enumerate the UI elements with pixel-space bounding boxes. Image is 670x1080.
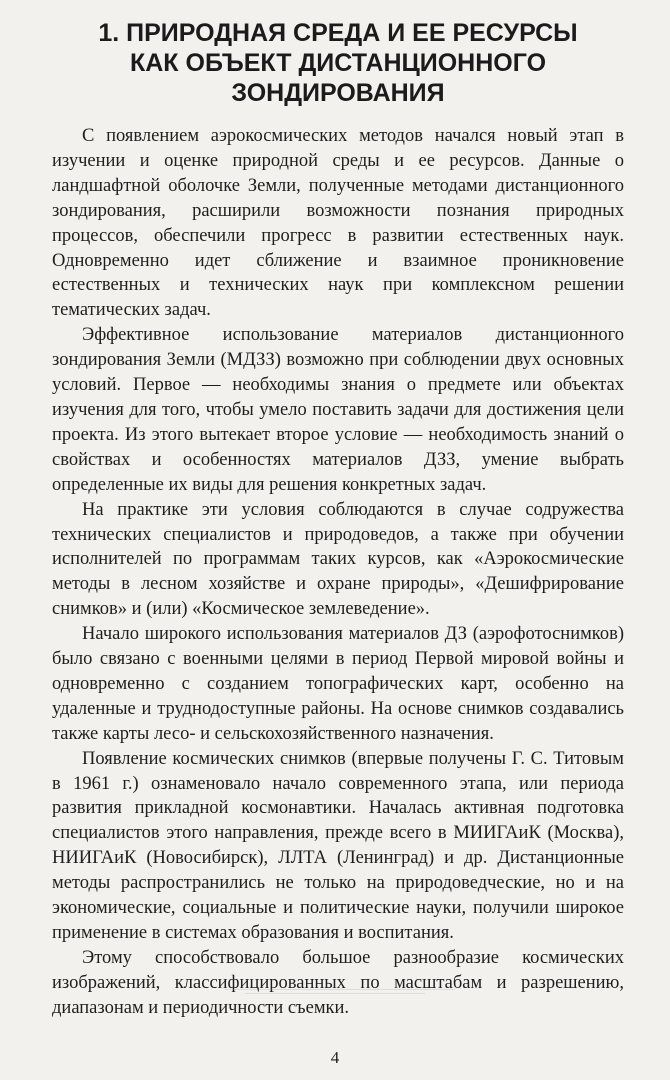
paragraph: Эффективное использование материалов дистанционного зондирования Земли (МДЗЗ) возможно при соблюдении двух основных условий. Первое — необходимы знания о предмете или объектах изучения для того, чтобы умело поставить задачи для достижения цели проекта. Из этого вытекает второе условие — необходимость знаний о свойствах и особенностях материалов ДЗЗ, умение выбрать определенные их виды для решения конкретных задач.	[52, 325, 624, 495]
chapter-title-line: КАК ОБЪЕКТ ДИСТАНЦИОННОГО	[129, 49, 547, 77]
paragraph: С появлением аэрокосмических методов начался новый этап в изучении и оценке природной среды и ее ресурсов. Данные о ландшафтной оболочке Земли, полученные методами дистанционного зондирования, расширили возможности познания природных процессов, обеспечили прогресс в развитии естественных наук. Одновременно идет сближение и взаимное проникновение естественных и технических наук при комплексном решении тематических задач.	[52, 126, 624, 321]
body-text	[52, 124, 624, 1021]
paragraph: Этому способствовало большое разнообразие космических изображений, классифицированных по масштабам и разрешению, диапазонам и периодичности съемки.	[52, 947, 624, 1018]
chapter-title	[52, 18, 624, 108]
paragraph: Начало широкого использования материалов ДЗ (аэрофотоснимков) было связано с военными целями в период Первой мировой войны и одновременно с созданием топографических карт, особенно на удаленные и труднодоступные районы. На основе снимков создавались также карты лесо- и сельскохозяйственного назначения.	[52, 624, 624, 744]
paragraph: Появление космических снимков (впервые получены Г. С. Титовым в 1961 г.) ознаменовало начало современного этапа, или периода развития прикладной космонавтики. Началась активная подготовка специалистов этого направления, прежде всего в МИИГАиК (Москва), НИИГАиК (Новосибирск), ЛЛТА (Ленинград) и др. Дистанционные методы распространились не только на природоведческие, но и на экономические, социальные и политические науки, получили широкое применение в системах образования и воспитания.	[52, 748, 624, 943]
page-number: 4	[330, 1048, 340, 1067]
paragraph: На практике эти условия соблюдаются в случае содружества технических специалистов и природоведов, а также при обучении исполнителей по программам таких курсов, как «Аэрокосмические методы в лесном хозяйстве и охране природы», «Дешифрирование снимков» и (или) «Космическое землеведение».	[52, 499, 624, 620]
print-bleed-through	[225, 987, 455, 997]
chapter-title-line: ЗОНДИРОВАНИЯ	[231, 79, 445, 107]
chapter-title-line: 1. ПРИРОДНАЯ СРЕДА И ЕЕ РЕСУРСЫ	[98, 19, 578, 47]
